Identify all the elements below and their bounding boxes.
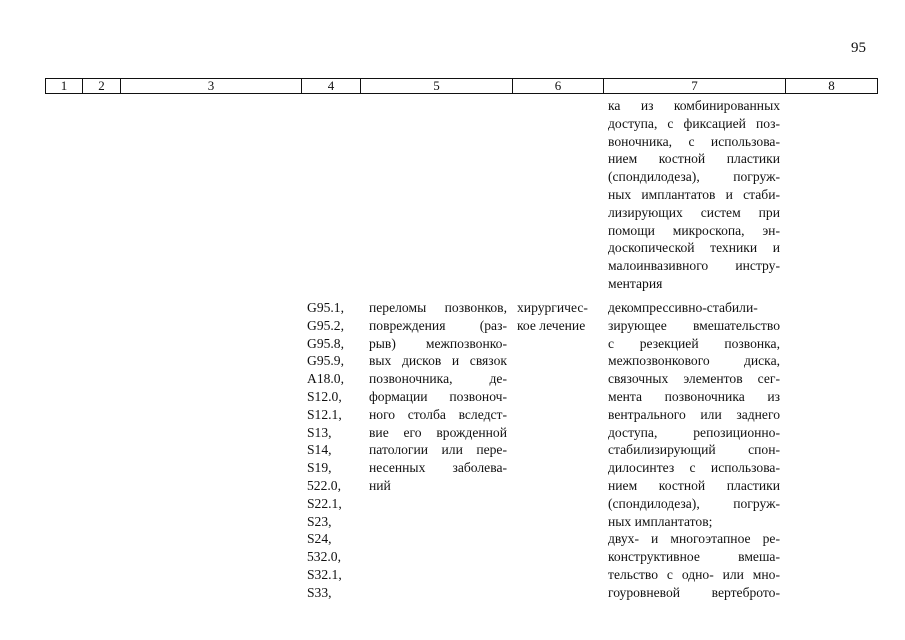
code-line: G95.9, xyxy=(307,353,345,369)
code-line: 522.0, xyxy=(307,477,341,493)
text-line: конструктивное вмеша- xyxy=(608,549,780,565)
text-line: двух- и многоэтапное ре- xyxy=(608,531,780,547)
text-line: зирующее вмешательство xyxy=(608,317,780,333)
text-line: позвоночника, де- xyxy=(369,371,507,387)
code-line: G95.8, xyxy=(307,335,345,351)
text-line: вентрального или заднего xyxy=(608,406,780,422)
code-line: A18.0, xyxy=(307,371,345,387)
text-line: рыв) межпозвонко- xyxy=(369,335,507,351)
text-line: гоуровневой вертеброто- xyxy=(608,584,780,600)
text-line: патологии или пере- xyxy=(369,442,507,458)
text-line: вых дисков и связок xyxy=(369,353,507,369)
text-line: стабилизирующий спон- xyxy=(608,442,780,458)
header-cell-5: 5 xyxy=(361,79,513,93)
text-line: дилосинтез с использова- xyxy=(608,460,780,476)
text-line: ных имплантатов и стаби- xyxy=(608,186,780,202)
treatment-method xyxy=(608,299,780,602)
text-line: переломы позвонков, xyxy=(369,300,507,315)
text-line: формации позвоноч- xyxy=(369,388,507,404)
text-line: (спондилодеза), погруж- xyxy=(608,169,780,185)
page-number: 95 xyxy=(851,40,866,56)
header-cell-8: 8 xyxy=(828,78,835,93)
text-line: вие его врожденной xyxy=(369,424,507,440)
code-line: S13, xyxy=(307,424,332,440)
text-line: ного столба вследст- xyxy=(369,406,507,422)
text-line: несенных заболева- xyxy=(369,460,507,476)
header-cell-6: 6 xyxy=(513,79,604,93)
top-block-col7 xyxy=(608,97,780,293)
condition-description xyxy=(369,299,507,495)
text-line: ний xyxy=(369,477,391,493)
text-line: лизирующих систем при xyxy=(608,204,780,220)
text-line: повреждения (раз- xyxy=(369,317,507,333)
text-line: мента позвоночника из xyxy=(608,388,780,404)
text-line: ментария xyxy=(608,275,663,291)
code-line: S24, xyxy=(307,531,332,547)
code-line: S12.0, xyxy=(307,388,342,404)
text-line: (спондилодеза), погруж- xyxy=(608,495,780,511)
text-line: ка из комбинированных xyxy=(608,98,780,113)
text-line: воночника, с использова- xyxy=(608,133,780,149)
text-line: кое лечение xyxy=(517,317,586,333)
header-cell-1: 1 xyxy=(46,79,83,93)
code-line: S33, xyxy=(307,584,332,600)
diagnosis-codes xyxy=(307,299,363,602)
code-line: S32.1, xyxy=(307,566,342,582)
text-line: тельство с одно- или мно- xyxy=(608,566,780,582)
code-line: G95.1, xyxy=(307,300,345,315)
text-line: межпозвонкового диска, xyxy=(608,353,780,369)
text-line: декомпрессивно-стабили- xyxy=(608,300,758,315)
text-line: помощи микроскопа, эн- xyxy=(608,222,780,238)
header-cell-2: 2 xyxy=(83,79,121,93)
treatment-type xyxy=(517,299,601,335)
text-line: нием костной пластики xyxy=(608,151,780,167)
text-line: связочных элементов сег- xyxy=(608,371,780,387)
text-line: доскопической техники и xyxy=(608,240,780,256)
code-line: S12.1, xyxy=(307,406,342,422)
text-line: ных имплантатов; xyxy=(608,513,713,529)
header-cell-3: 3 xyxy=(121,79,302,93)
code-line: S22.1, xyxy=(307,495,342,511)
text-line: малоинвазивного инстру- xyxy=(608,258,780,274)
code-line: S14, xyxy=(307,442,332,458)
header-cell-4: 4 xyxy=(302,79,361,93)
code-line: G95.2, xyxy=(307,317,345,333)
table-header-row xyxy=(45,78,878,94)
code-line: S19, xyxy=(307,460,332,476)
text-line: доступа, с фиксацией поз- xyxy=(608,115,780,131)
text-line: доступа, репозиционно- xyxy=(608,424,780,440)
text-line: хирургичес- xyxy=(517,300,588,315)
text-line: нием костной пластики xyxy=(608,477,780,493)
header-cell-7: 7 xyxy=(604,79,786,93)
code-line: 532.0, xyxy=(307,549,341,565)
code-line: S23, xyxy=(307,513,332,529)
text-line: с резекцией позвонка, xyxy=(608,335,780,351)
